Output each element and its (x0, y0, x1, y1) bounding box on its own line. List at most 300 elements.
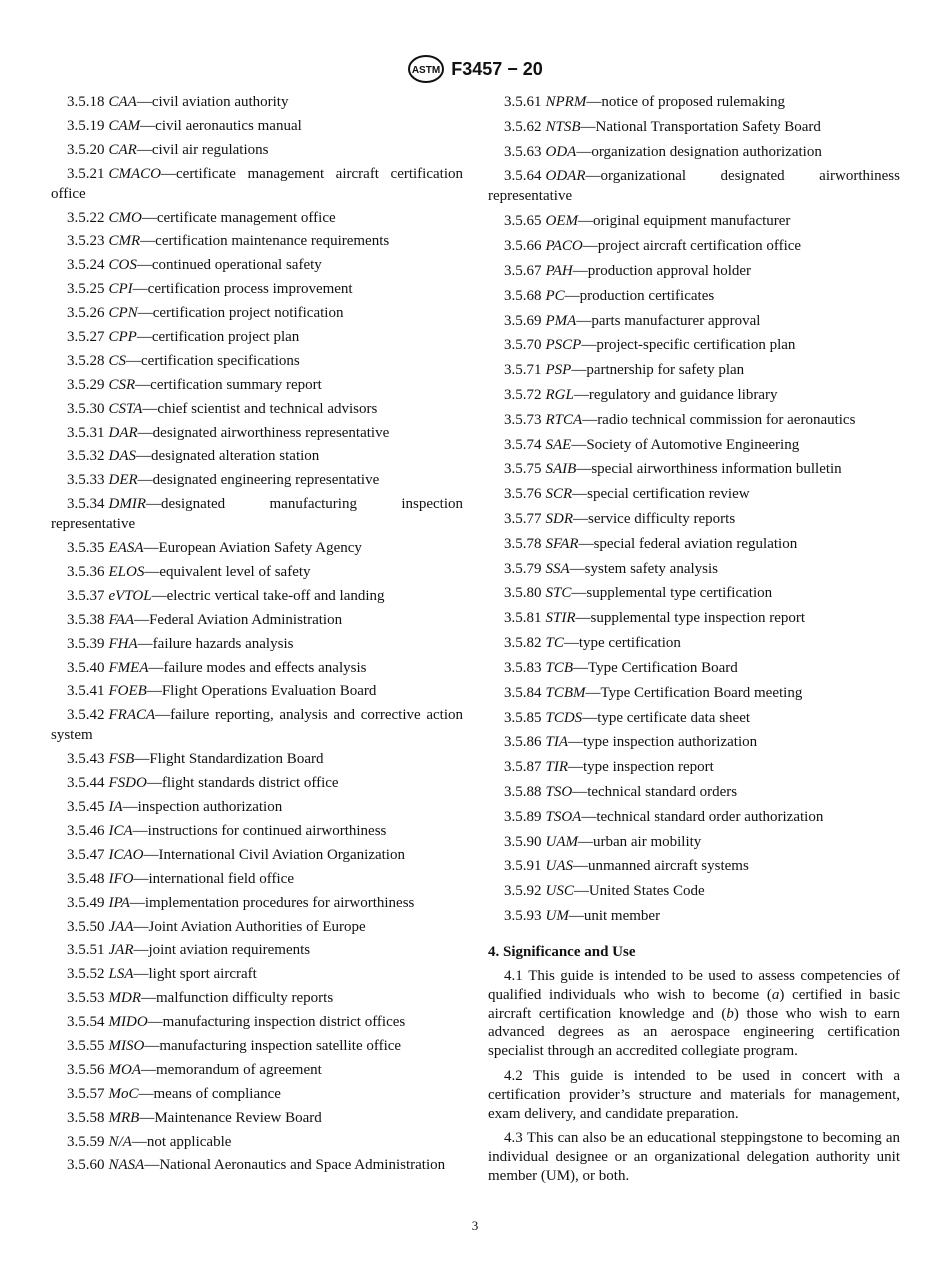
definition-entry: 3.5.36 ELOS—equivalent level of safety (67, 564, 311, 581)
definition-entry: 3.5.77 SDR—service difficulty reports (504, 511, 736, 527)
definition-text: Joint Aviation Authorities of Europe (148, 918, 366, 935)
definition-abbreviation: CMO (108, 209, 142, 226)
definition-number: 3.5.68 (504, 287, 542, 304)
definition-number: 3.5.35 (67, 540, 105, 557)
definition-abbreviation: TSO (545, 783, 573, 800)
definition-entry: 3.5.93 UM—unit member (504, 908, 661, 924)
definition-entry: 3.5.86 TIA—type inspection authorization (504, 734, 758, 751)
definition-entry: 3.5.65 OEM—original equipment manufacturer (504, 213, 791, 230)
definition-text: Type Certification Board meeting (600, 684, 803, 701)
definition-entry: 3.5.37 eVTOL—electric vertical take-off and landing (67, 587, 385, 604)
definition-text: certification summary report (150, 376, 322, 393)
para-text: ) certified in basic aircraft certification knowledge and ( (488, 986, 901, 1022)
definition-abbreviation: ICAO (108, 846, 144, 863)
definition-abbreviation: PAH (545, 262, 573, 279)
definition-number: 3.5.48 (67, 870, 105, 887)
definition-abbreviation: N/A (108, 1133, 132, 1150)
definition-entry: 3.5.31 DAR—designated airworthiness representative (67, 424, 390, 441)
definition-entry: 3.5.29 CSR—certification summary report (67, 376, 322, 393)
definition-text: instructions for continued airworthiness (147, 822, 387, 839)
definition-entry: 3.5.58 MRB—Maintenance Review Board (67, 1109, 322, 1126)
definition-entry: 3.5.55 MISO—manufacturing inspection satellite office (67, 1037, 402, 1054)
definition-abbreviation: FSB (108, 751, 135, 768)
definition-abbreviation: JAA (108, 918, 134, 935)
definition-entry: 3.5.25 CPI—certification process improvement (67, 281, 353, 298)
definition-abbreviation: MoC (108, 1085, 139, 1102)
definition-text: unit member (583, 908, 661, 924)
definition-number: 3.5.69 (504, 312, 542, 329)
definition-entry: 3.5.79 SSA—system safety analysis (504, 560, 718, 577)
definition-number: 3.5.49 (67, 894, 105, 911)
definition-entry: 3.5.88 TSO—technical standard orders (504, 783, 738, 800)
para-text: This guide is intended to be used to assess competencies of qualified individuals who wish to become ( (488, 968, 900, 1003)
definition-entry: 3.5.76 SCR—special certification review (504, 486, 750, 503)
definition-abbreviation: CAR (108, 141, 137, 158)
definition-abbreviation: FOEB (108, 683, 147, 700)
definition-text: certification process improvement (147, 281, 353, 298)
definition-abbreviation: CSTA (108, 400, 143, 417)
definition-entry: 3.5.66 PACO—project aircraft certification office (504, 238, 802, 255)
definition-number: 3.5.38 (67, 611, 105, 628)
definition-text: Type Certification Board (588, 659, 738, 676)
definition-entry: 3.5.85 TCDS—type certificate data sheet (504, 709, 751, 726)
definition-text: light sport aircraft (148, 966, 257, 983)
definition-number: 3.5.52 (67, 966, 105, 983)
definition-entry: 3.5.45 IA—inspection authorization (67, 799, 283, 816)
definition-number: 3.5.31 (67, 424, 105, 441)
definition-entry: 3.5.22 CMO—certificate management office (67, 209, 336, 226)
definition-entry: 3.5.50 JAA—Joint Aviation Authorities of Europe (67, 918, 366, 935)
definition-text: inspection authorization (137, 799, 283, 816)
definition-abbreviation: FMEA (108, 659, 149, 676)
definition-entry: 3.5.48 IFO—international field office (67, 870, 294, 887)
definition-number: 3.5.93 (504, 908, 542, 924)
definition-text: certification specifications (141, 352, 300, 369)
definition-entry: 3.5.28 CS—certification specifications (67, 352, 300, 369)
definition-entry: 3.5.74 SAE—Society of Automotive Engineering (504, 436, 800, 453)
definition-text: production approval holder (587, 262, 752, 279)
definition-text: failure reporting, analysis and corrective action system (51, 707, 463, 744)
definition-entry: 3.5.30 CSTA—chief scientist and technical advisors (67, 400, 378, 417)
para-num: 4.2 (504, 1067, 523, 1084)
definition-entry: 3.5.82 TC—type certification (504, 635, 681, 652)
definition-abbreviation: SFAR (545, 535, 579, 552)
definition-text: not applicable (146, 1133, 232, 1150)
definition-entry: 3.5.54 MIDO—manufacturing inspection district offices (67, 1014, 406, 1031)
definition-abbreviation: CAM (108, 117, 141, 134)
definition-entry: 3.5.26 CPN—certification project notification (67, 305, 344, 322)
definition-abbreviation: NPRM (545, 94, 587, 110)
definition-entry: 3.5.43 FSB—Flight Standardization Board (67, 751, 324, 768)
definition-text: United States Code (588, 883, 705, 900)
definition-number: 3.5.20 (67, 141, 105, 158)
definition-entry: 3.5.57 MoC—means of compliance (67, 1085, 281, 1102)
right-definitions (488, 92, 900, 926)
definition-number: 3.5.22 (67, 209, 105, 226)
definition-text: technical standard orders (587, 783, 738, 800)
definition-entry: 3.5.75 SAIB—special airworthiness information bulletin (504, 461, 842, 478)
definition-abbreviation: CS (108, 352, 127, 369)
definition-abbreviation: RTCA (545, 411, 583, 428)
definition-number: 3.5.78 (504, 535, 542, 552)
page-header (0, 54, 950, 84)
definition-entry: 3.5.56 MOA—memorandum of agreement (67, 1061, 322, 1078)
definition-number: 3.5.85 (504, 709, 542, 726)
definition-entry: 3.5.20 CAR—civil air regulations (67, 141, 269, 158)
definition-text: electric vertical take-off and landing (166, 587, 385, 604)
definition-text: notice of proposed rulemaking (601, 94, 786, 110)
definition-abbreviation: SSA (545, 560, 570, 577)
definition-abbreviation: eVTOL (108, 587, 152, 604)
definition-number: 3.5.86 (504, 734, 542, 751)
definition-abbreviation: RGL (545, 386, 574, 403)
definition-text: Federal Aviation Administration (149, 611, 343, 628)
definition-text: regulatory and guidance library (588, 386, 778, 403)
definition-entry: 3.5.68 PC—production certificates (504, 287, 715, 304)
definition-entry: 3.5.62 NTSB—National Transportation Safety Board (504, 118, 821, 135)
definition-entry: 3.5.33 DER—designated engineering representative (67, 472, 380, 489)
definition-entry: 3.5.69 PMA—parts manufacturer approval (504, 312, 761, 329)
definition-text: partnership for safety plan (586, 362, 745, 379)
definition-abbreviation: MOA (108, 1061, 141, 1078)
definition-entry: 3.5.53 MDR—malfunction difficulty reports (67, 990, 334, 1007)
section-title: 4. Significance and Use (488, 944, 636, 960)
definition-text: equivalent level of safety (159, 564, 311, 581)
definition-number: 3.5.21 (67, 165, 105, 182)
definition-number: 3.5.59 (67, 1133, 105, 1150)
definition-number: 3.5.63 (504, 143, 542, 160)
definition-entry: 3.5.34 DMIR—designated manufacturing inspection representative (51, 496, 463, 533)
definition-text: National Transportation Safety Board (595, 118, 821, 135)
definition-text: certification maintenance requirements (155, 233, 390, 250)
definition-entry: 3.5.64 ODAR—organizational designated airworthiness representative (488, 168, 900, 205)
definition-text: project aircraft certification office (597, 238, 802, 255)
definition-entry: 3.5.44 FSDO—flight standards district office (67, 775, 339, 792)
definition-abbreviation: CSR (108, 376, 136, 393)
definition-abbreviation: MISO (108, 1037, 145, 1054)
definition-text: manufacturing inspection satellite office (159, 1037, 402, 1054)
definition-text: technical standard order authorization (596, 808, 824, 825)
definition-text: Maintenance Review Board (154, 1109, 322, 1126)
definition-number: 3.5.87 (504, 759, 542, 776)
definition-abbreviation: TCB (545, 659, 574, 676)
definition-text: original equipment manufacturer (593, 213, 791, 230)
definition-entry: 3.5.63 ODA—organization designation authorization (504, 143, 822, 160)
definition-text: failure modes and effects analysis (163, 659, 367, 676)
definition-entry: 3.5.83 TCB—Type Certification Board (504, 659, 738, 676)
definition-entry: 3.5.47 ICAO—International Civil Aviation Organization (67, 846, 405, 863)
definition-entry: 3.5.32 DAS—designated alteration station (67, 448, 320, 465)
definition-text: Society of Automotive Engineering (586, 436, 800, 453)
definition-number: 3.5.88 (504, 783, 542, 800)
definition-text: flight standards district office (161, 775, 339, 792)
definition-abbreviation: CMACO (108, 165, 161, 182)
definition-number: 3.5.50 (67, 918, 105, 935)
definition-number: 3.5.66 (504, 238, 542, 255)
definition-text: means of compliance (153, 1085, 281, 1102)
definition-number: 3.5.44 (67, 775, 105, 792)
definition-entry: 3.5.24 COS—continued operational safety (67, 257, 322, 274)
left-column (51, 92, 463, 1179)
definition-number: 3.5.25 (67, 281, 105, 298)
definition-abbreviation: USC (545, 883, 574, 900)
definition-abbreviation: NASA (108, 1157, 145, 1174)
definition-number: 3.5.80 (504, 585, 542, 602)
definition-entry: 3.5.80 STC—supplemental type certification (504, 585, 773, 602)
definition-entry: 3.5.70 PSCP—project-specific certification plan (504, 337, 796, 354)
definition-abbreviation: TC (545, 635, 564, 652)
definition-entry: 3.5.27 CPP—certification project plan (67, 329, 300, 346)
definition-abbreviation: UAM (545, 833, 578, 850)
definition-entry: 3.5.60 NASA—National Aeronautics and Space Administration (67, 1157, 446, 1174)
definition-abbreviation: UM (545, 908, 569, 924)
para-num: 4.3 (504, 1130, 523, 1147)
definition-abbreviation: CAA (108, 94, 137, 110)
definition-entry: 3.5.52 LSA—light sport aircraft (67, 966, 257, 983)
definition-abbreviation: JAR (108, 942, 134, 959)
definition-abbreviation: MRB (108, 1109, 140, 1126)
definition-abbreviation: SAIB (545, 461, 577, 478)
definition-number: 3.5.39 (67, 635, 105, 652)
definition-text: failure hazards analysis (152, 635, 294, 652)
definition-number: 3.5.40 (67, 659, 105, 676)
definition-abbreviation: ODA (545, 143, 577, 160)
definition-text: type inspection report (583, 759, 714, 776)
definition-text: European Aviation Safety Agency (158, 540, 362, 557)
definition-text: certification project plan (151, 329, 300, 346)
definition-abbreviation: PSP (545, 362, 572, 379)
definition-abbreviation: SCR (545, 486, 573, 503)
definition-entry: 3.5.92 USC—United States Code (504, 883, 705, 900)
definition-abbreviation: CPP (108, 329, 137, 346)
definition-abbreviation: CPN (108, 305, 138, 322)
definition-abbreviation: TIR (545, 759, 568, 776)
definition-entry: 3.5.21 CMACO—certificate management aircraft certification office (51, 165, 463, 202)
definition-number: 3.5.83 (504, 659, 542, 676)
definition-abbreviation: TIA (545, 734, 568, 751)
definition-abbreviation: MDR (108, 990, 141, 1007)
definition-abbreviation: SAE (545, 436, 572, 453)
definition-abbreviation: PMA (545, 312, 577, 329)
definition-entry: 3.5.89 TSOA—technical standard order authorization (504, 808, 824, 825)
definition-number: 3.5.36 (67, 564, 105, 581)
definition-number: 3.5.70 (504, 337, 542, 354)
definition-number: 3.5.74 (504, 436, 542, 453)
definition-number: 3.5.45 (67, 799, 105, 816)
section-significance-and-use (488, 944, 900, 1186)
definition-entry: 3.5.23 CMR—certification maintenance requirements (67, 233, 390, 250)
definition-text: memorandum of agreement (156, 1061, 322, 1078)
definition-abbreviation: PC (545, 287, 565, 304)
definition-number: 3.5.46 (67, 822, 105, 839)
definition-number: 3.5.67 (504, 262, 542, 279)
definition-text: type inspection authorization (583, 734, 758, 751)
definition-abbreviation: IPA (108, 894, 130, 911)
definition-number: 3.5.34 (67, 496, 105, 513)
definition-number: 3.5.89 (504, 808, 542, 825)
definition-text: manufacturing inspection district offices (162, 1014, 406, 1031)
definition-text: system safety analysis (584, 560, 718, 577)
definition-abbreviation: TCDS (545, 709, 583, 726)
definition-entry: 3.5.81 STIR—supplemental type inspection report (504, 610, 806, 627)
definition-text: radio technical commission for aeronautics (597, 411, 856, 428)
definition-entry: 3.5.84 TCBM—Type Certification Board meeting (504, 684, 803, 701)
definition-entry: 3.5.46 ICA—instructions for continued airworthiness (67, 822, 387, 839)
definition-number: 3.5.33 (67, 472, 105, 489)
definition-abbreviation: FAA (108, 611, 135, 628)
definition-text: Flight Operations Evaluation Board (161, 683, 377, 700)
definition-text: urban air mobility (593, 833, 702, 850)
definition-abbreviation: SDR (545, 511, 573, 527)
definition-number: 3.5.92 (504, 883, 542, 900)
definition-text: organization designation authorization (591, 143, 822, 160)
definition-abbreviation: UAS (545, 858, 573, 875)
definition-number: 3.5.29 (67, 376, 105, 393)
para-text: ) those who wish to earn advanced degrees as an aerospace engineering certification specialist through an accredited collegiate program. (488, 1005, 900, 1060)
definition-text: project-specific certification plan (596, 337, 796, 354)
definition-number: 3.5.27 (67, 329, 105, 346)
definition-number: 3.5.32 (67, 448, 105, 465)
definition-text: National Aeronautics and Space Administration (159, 1157, 446, 1174)
definition-text: malfunction difficulty reports (156, 990, 334, 1007)
definition-number: 3.5.82 (504, 635, 542, 652)
definition-text: International Civil Aviation Organization (158, 846, 405, 863)
definition-number: 3.5.79 (504, 560, 542, 577)
definition-abbreviation: PSCP (545, 337, 582, 354)
definition-number: 3.5.56 (67, 1061, 105, 1078)
definition-abbreviation: DAR (108, 424, 138, 441)
definition-abbreviation: EASA (108, 540, 144, 557)
definition-number: 3.5.84 (504, 684, 542, 701)
definition-abbreviation: STC (545, 585, 572, 602)
definition-entry: 3.5.78 SFAR—special federal aviation regulation (504, 535, 798, 552)
paragraph-4-1 (488, 967, 900, 1061)
definition-number: 3.5.64 (504, 168, 542, 185)
definition-number: 3.5.62 (504, 118, 542, 135)
definition-entry: 3.5.72 RGL—regulatory and guidance library (504, 386, 778, 403)
definition-abbreviation: DER (108, 472, 138, 489)
definition-number: 3.5.43 (67, 751, 105, 768)
definition-text: special certification review (587, 486, 750, 503)
definition-abbreviation: CPI (108, 281, 133, 298)
definition-entry: 3.5.61 NPRM—notice of proposed rulemaking (504, 94, 786, 110)
definition-text: designated manufacturing inspection representative (51, 496, 463, 533)
definition-abbreviation: STIR (545, 610, 576, 627)
paragraph-4-2 (488, 1067, 900, 1123)
definition-number: 3.5.58 (67, 1109, 105, 1126)
definition-text: service difficulty reports (588, 511, 736, 527)
definition-abbreviation: NTSB (545, 118, 581, 135)
definition-entry: 3.5.49 IPA—implementation procedures for airworthiness (67, 894, 415, 911)
definition-number: 3.5.90 (504, 833, 542, 850)
definition-number: 3.5.28 (67, 352, 105, 369)
definition-number: 3.5.81 (504, 610, 542, 627)
definition-text: designated alteration station (151, 448, 320, 465)
definition-text: type certification (578, 635, 681, 652)
definition-number: 3.5.26 (67, 305, 105, 322)
definition-number: 3.5.42 (67, 707, 105, 724)
definition-abbreviation: MIDO (108, 1014, 148, 1031)
para-italic: b (726, 1005, 734, 1022)
definition-number: 3.5.77 (504, 511, 542, 527)
definition-abbreviation: IA (108, 799, 123, 816)
definition-text: parts manufacturer approval (591, 312, 761, 329)
definition-entry: 3.5.67 PAH—production approval holder (504, 262, 752, 279)
para-text: This can also be an educational steppingstone to becoming an individual designee or an organizational delegation authority unit member (UM), or both. (488, 1130, 901, 1184)
definition-abbreviation: ELOS (108, 564, 145, 581)
definition-text: civil aeronautics manual (155, 117, 302, 134)
definition-entry: 3.5.35 EASA—European Aviation Safety Agency (67, 540, 362, 557)
definition-abbreviation: ICA (108, 822, 133, 839)
definition-text: civil aviation authority (151, 94, 289, 110)
definition-text: supplemental type inspection report (590, 610, 806, 627)
definition-text: Flight Standardization Board (149, 751, 324, 768)
definition-abbreviation: ODAR (545, 168, 586, 185)
definition-text: supplemental type certification (586, 585, 773, 602)
definition-entry: 3.5.19 CAM—civil aeronautics manual (67, 117, 302, 134)
definition-number: 3.5.23 (67, 233, 105, 250)
definition-number: 3.5.53 (67, 990, 105, 1007)
definition-text: type certificate data sheet (597, 709, 751, 726)
definition-number: 3.5.18 (67, 94, 105, 110)
definition-entry: 3.5.87 TIR—type inspection report (504, 759, 714, 776)
definition-number: 3.5.57 (67, 1085, 105, 1102)
definition-number: 3.5.51 (67, 942, 105, 959)
definition-entry: 3.5.41 FOEB—Flight Operations Evaluation Board (67, 683, 377, 700)
definition-entry: 3.5.39 FHA—failure hazards analysis (67, 635, 294, 652)
definition-number: 3.5.41 (67, 683, 105, 700)
definition-abbreviation: IFO (108, 870, 134, 887)
definition-number: 3.5.91 (504, 858, 542, 875)
definition-number: 3.5.37 (67, 587, 105, 604)
definition-number: 3.5.61 (504, 94, 542, 110)
definition-text: unmanned aircraft systems (588, 858, 749, 875)
definition-number: 3.5.30 (67, 400, 105, 417)
para-italic: a (771, 986, 780, 1003)
definition-entry: 3.5.71 PSP—partnership for safety plan (504, 362, 745, 379)
definition-text: special airworthiness information bulletin (591, 461, 842, 478)
definition-number: 3.5.71 (504, 362, 542, 379)
definition-text: certificate management aircraft certification office (51, 165, 463, 202)
definition-entry: 3.5.51 JAR—joint aviation requirements (67, 942, 311, 959)
definition-abbreviation: TCBM (545, 684, 586, 701)
definition-number: 3.5.19 (67, 117, 105, 134)
definition-entry: 3.5.73 RTCA—radio technical commission for aeronautics (504, 411, 856, 428)
definition-abbreviation: DAS (108, 448, 136, 465)
definition-text: continued operational safety (151, 257, 322, 274)
definition-entry: 3.5.90 UAM—urban air mobility (504, 833, 702, 850)
definition-text: designated airworthiness representative (152, 424, 390, 441)
definition-abbreviation: DMIR (108, 496, 146, 513)
definition-abbreviation: LSA (108, 966, 134, 983)
definition-text: chief scientist and technical advisors (157, 400, 378, 417)
definition-text: designated engineering representative (152, 472, 380, 489)
definition-text: civil air regulations (151, 141, 269, 158)
definition-text: organizational designated airworthiness representative (488, 168, 900, 205)
definition-abbreviation: FHA (108, 635, 138, 652)
definition-number: 3.5.65 (504, 213, 542, 230)
para-num: 4.1 (504, 968, 523, 984)
definition-number: 3.5.24 (67, 257, 105, 274)
paragraph-4-3 (488, 1129, 900, 1185)
definition-text: certificate management office (156, 209, 336, 226)
definition-abbreviation: CMR (108, 233, 141, 250)
definition-text: certification project notification (152, 305, 344, 322)
para-text: This guide is intended to be used in concert with a certification provider’s structure and materials for management, exam delivery, and candidate preparation. (488, 1067, 900, 1122)
definition-number: 3.5.75 (504, 461, 542, 478)
astm-logo-icon (407, 54, 445, 84)
definition-number: 3.5.73 (504, 411, 542, 428)
